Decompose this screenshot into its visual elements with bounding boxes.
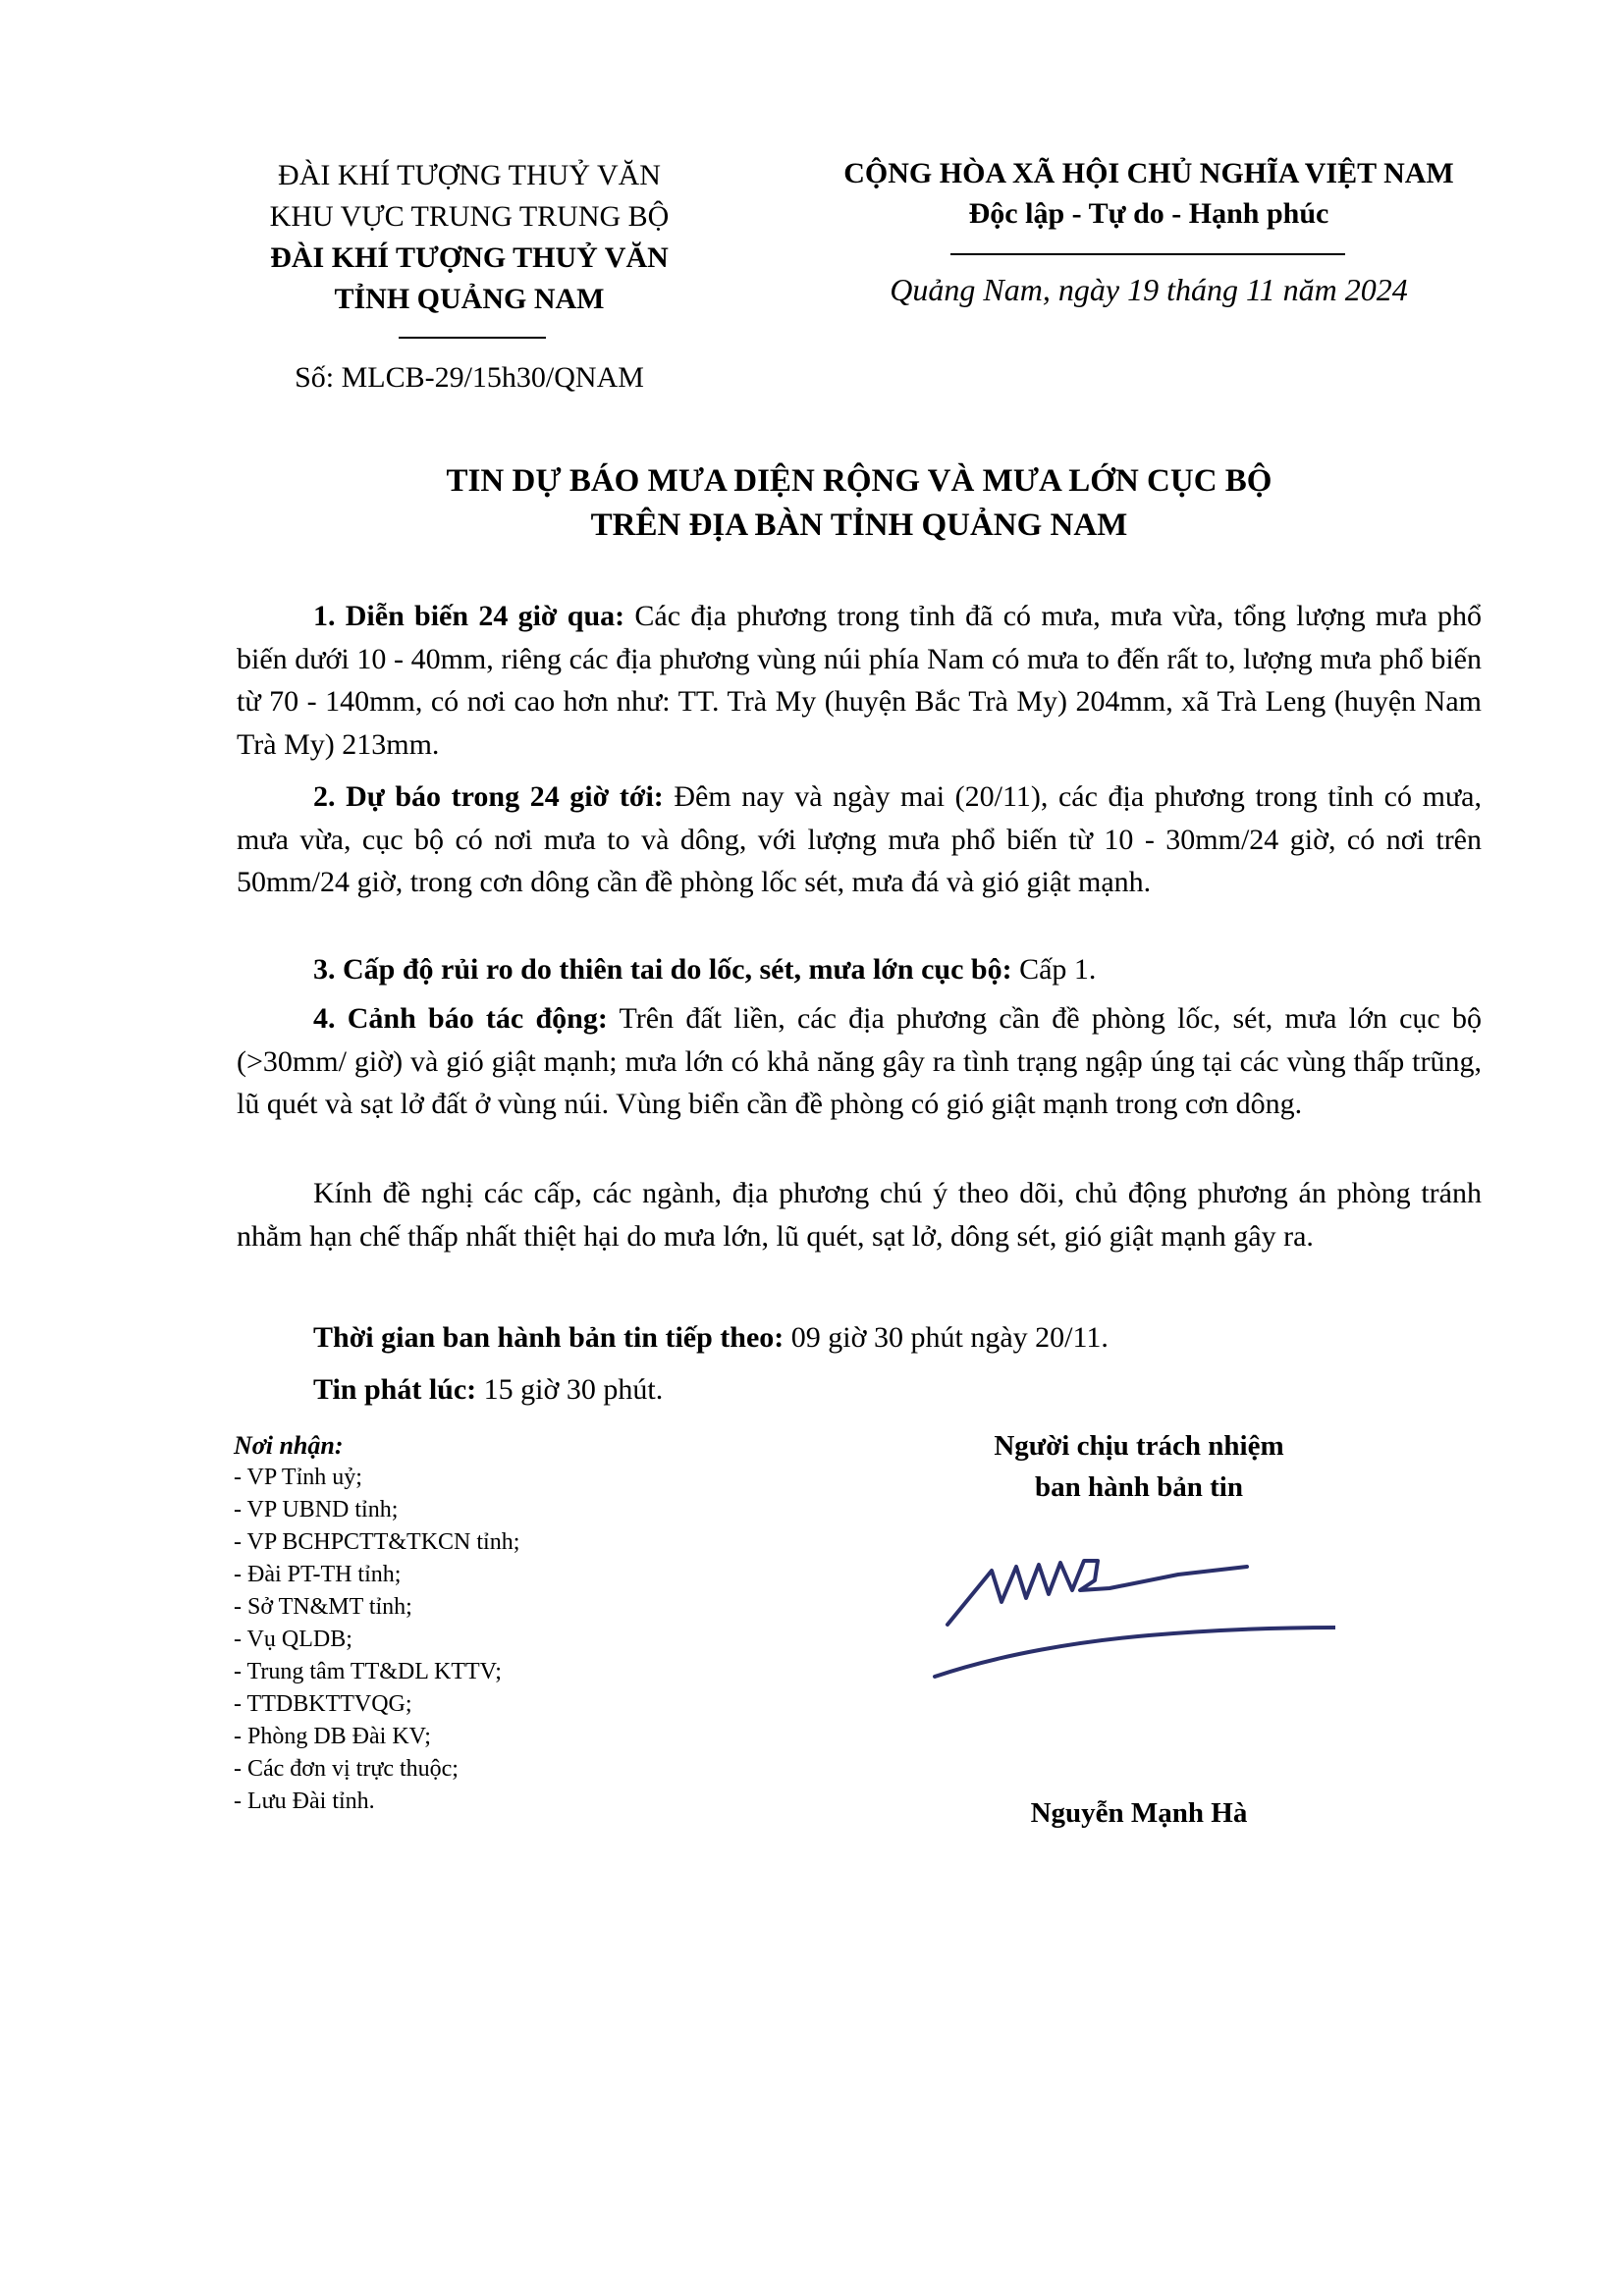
recipient-item: - Lưu Đài tỉnh.: [234, 1789, 375, 1814]
signatory-role: [864, 1425, 1414, 1508]
national-header: [815, 153, 1483, 234]
section-text: Các địa phương trong tỉnh đã có mưa, mưa vừa, tổng lượng mưa phổ biến dưới 10 - 40mm, riêng các địa phương vùng núi phía Nam có mưa to đến rất to, lượng mưa phổ biến từ 70 - 140mm, có nơi cao hơn như: TT. Trà My (huyện Bắc Trà My) 204mm, xã Trà Leng (huyện Nam Trà My) 213mm.: [237, 600, 1483, 761]
next-issue-value: 09 giờ 30 phút ngày 20/11.: [784, 1321, 1109, 1354]
recipient-item: - VP Tỉnh uỷ;: [234, 1465, 362, 1490]
document-number: Số: MLCB-29/15h30/QNAM: [295, 361, 644, 394]
recipient-item: - VP BCHPCTT&TKCN tỉnh;: [234, 1529, 520, 1555]
agency-name-line2: TỈNH QUẢNG NAM: [334, 283, 605, 315]
issued-label: Tin phát lúc:: [313, 1373, 477, 1406]
issued-time: [313, 1370, 663, 1410]
section-impact-warning: [237, 997, 1482, 1126]
right-header-rule: [950, 253, 1345, 255]
section-heading: 1. Diễn biến 24 giờ qua:: [313, 600, 625, 632]
signatory-role-line2: ban hành bản tin: [1035, 1471, 1243, 1503]
issued-value: 15 giờ 30 phút.: [476, 1373, 664, 1406]
title-line1: TIN DỰ BÁO MƯA DIỆN RỘNG VÀ MƯA LỚN CỤC BỘ: [446, 463, 1272, 499]
handwritten-signature: [923, 1531, 1335, 1708]
national-motto: Độc lập - Tự do - Hạnh phúc: [968, 197, 1329, 230]
next-issue-label: Thời gian ban hành bản tin tiếp theo:: [313, 1321, 785, 1354]
recipient-item: - Phòng DB Đài KV;: [234, 1724, 431, 1749]
recipient-item: - Các đơn vị trực thuộc;: [234, 1756, 459, 1782]
section-text: Cấp 1.: [1011, 953, 1097, 986]
section-text: Trên đất liền, các địa phương cần đề phòng lốc, sét, mưa lớn cục bộ (>30mm/ giờ) và gió giật mạnh; mưa lớn có khả năng gây ra tình trạng ngập úng tại các vùng thấp trũng, lũ quét và sạt lở đất ở vùng núi. Vùng biển cần đề phòng có gió giật mạnh trong cơn dông.: [237, 1002, 1482, 1120]
parent-agency-line2: KHU VỰC TRUNG TRUNG BỘ: [269, 200, 670, 233]
request-paragraph: Kính đề nghị các cấp, các ngành, địa phương chú ý theo dõi, chủ động phương án phòng tránh nhằm hạn chế thấp nhất thiệt hại do mưa lớn, lũ quét, sạt lở, dông sét, gió giật mạnh gây ra.: [237, 1177, 1482, 1253]
signatory-role-line1: Người chịu trách nhiệm: [994, 1430, 1284, 1462]
section-text: Đêm nay và ngày mai (20/11), các địa phương trong tỉnh có mưa, mưa vừa, cục bộ có nơi mưa to và dông, với lượng mưa phổ biến từ 10 - 30mm/24 giờ, có nơi trên 50mm/24 giờ, trong cơn dông cần đề phòng lốc sét, mưa đá và gió giật mạnh.: [237, 780, 1482, 898]
issuing-agency-header: [222, 155, 717, 320]
left-header-rule: [399, 337, 546, 339]
recipient-item: - VP UBND tỉnh;: [234, 1497, 399, 1522]
recipients-list: [234, 1429, 784, 1818]
title-line2: TRÊN ĐỊA BÀN TỈNH QUẢNG NAM: [590, 507, 1128, 543]
parent-agency-line1: ĐÀI KHÍ TƯỢNG THUỶ VĂN: [278, 159, 661, 191]
recipient-item: - Vụ QLDB;: [234, 1627, 352, 1652]
recipients-heading: Nơi nhận:: [234, 1431, 344, 1460]
recipient-item: - Sở TN&MT tỉnh;: [234, 1594, 412, 1620]
document-title: [236, 459, 1483, 548]
section-risk-level: [237, 948, 1482, 991]
recipient-item: - Đài PT-TH tỉnh;: [234, 1562, 402, 1587]
section-heading: 2. Dự báo trong 24 giờ tới:: [313, 780, 664, 813]
section-heading: 4. Cảnh báo tác động:: [313, 1002, 608, 1035]
agency-name-line1: ĐÀI KHÍ TƯỢNG THUỶ VĂN: [270, 241, 669, 274]
section-forecast-24h: [237, 775, 1482, 904]
country-name: CỘNG HÒA XÃ HỘI CHỦ NGHĨA VIỆT NAM: [843, 157, 1454, 189]
signatory-name: Nguyễn Mạnh Hà: [1030, 1797, 1248, 1829]
place-and-date: Quảng Nam, ngày 19 tháng 11 năm 2024: [890, 272, 1408, 307]
recipient-item: - TTDBKTTVQG;: [234, 1691, 412, 1717]
section-heading: 3. Cấp độ rủi ro do thiên tai do lốc, sét, mưa lớn cục bộ:: [313, 953, 1012, 986]
section-past-24h: [237, 595, 1482, 766]
next-issue-time: [313, 1318, 1109, 1358]
recipient-item: - Trung tâm TT&DL KTTV;: [234, 1659, 502, 1684]
